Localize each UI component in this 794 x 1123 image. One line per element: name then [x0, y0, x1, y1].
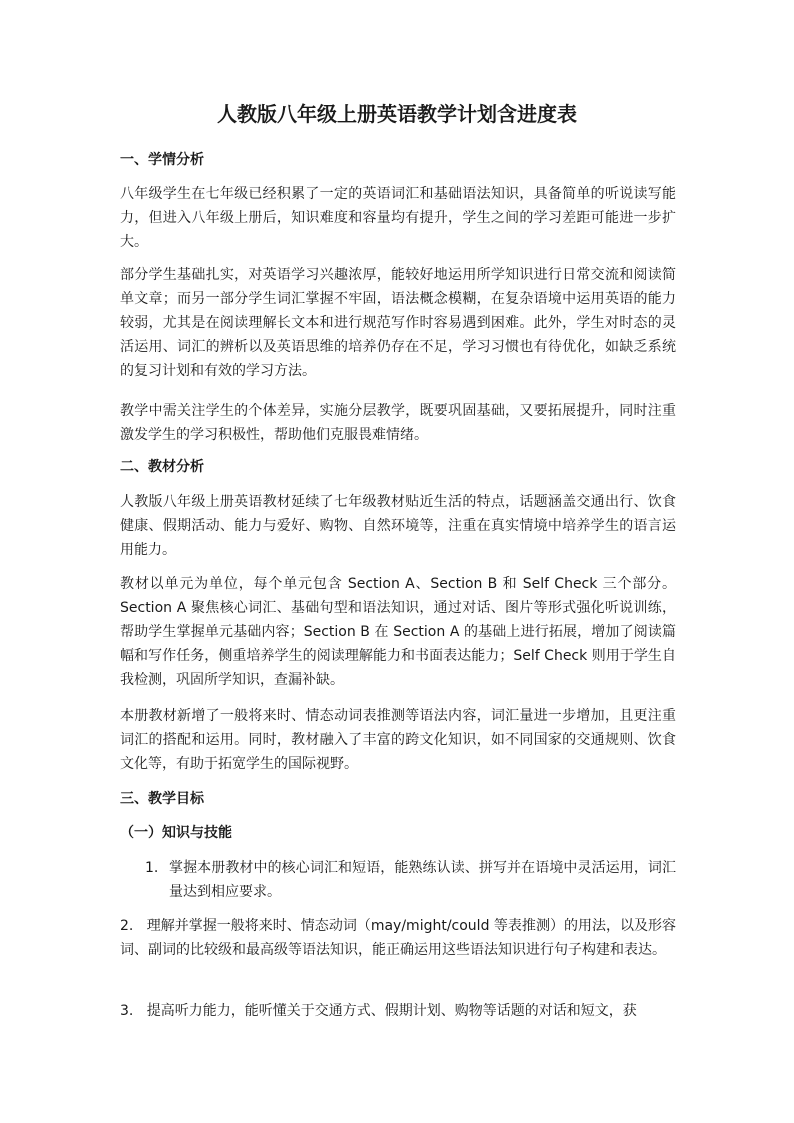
paragraph: 3. 提高听力能力，能听懂关于交通方式、假期计划、购物等话题的对话和短文，获 [120, 1003, 637, 1019]
paragraph: 八年级学生在七年级已经积累了一定的英语词汇和基础语法知识，具备简单的听说读写能力，但进入八年级上册后，知识难度和容量均有提升，学生之间的学习差距可能进一步扩大。 [120, 186, 676, 250]
paragraph: 人教版八年级上册英语教材延续了七年级教材贴近生活的特点，话题涵盖交通出行、饮食健康、假期活动、能力与爱好、购物、自然环境等，注重在真实情境中培养学生的语言运用能力。 [120, 494, 676, 558]
section-heading-learner-analysis: 一、学情分析 [120, 152, 204, 168]
paragraph: 教材以单元为单位，每个单元包含 Section A、Section B 和 Self Check 三个部分。Section A 聚焦核心词汇、基础句型和语法知识，通过对话、图片等形式强化听说训练，帮助学生掌握单元基础内容；Section B 在 Section A 的基础上进行拓展，增加了阅读篇幅和写作任务，侧重培养学生的阅读理解能力和书面表达能力；Self Check 则用于学生自我检测，巩固所学知识，查漏补缺。 [120, 576, 676, 688]
section-heading-textbook-analysis: 二、教材分析 [120, 459, 204, 475]
section-heading-teaching-goals: 三、教学目标 [120, 791, 204, 807]
list-item-number: 1. [145, 860, 159, 876]
paragraph: 2. 理解并掌握一般将来时、情态动词（may/might/could 等表推测）的用法，以及形容词、副词的比较级和最高级等语法知识，能正确运用这些语法知识进行句子构建和表达。 [120, 918, 676, 958]
paragraph: 部分学生基础扎实，对英语学习兴趣浓厚，能较好地运用所学知识进行日常交流和阅读简单文章；而另一部分学生词汇掌握不牢固，语法概念模糊，在复杂语境中运用英语的能力较弱，尤其是在阅读理解长文本和进行规范写作时容易遇到困难。此外，学生对时态的灵活运用、词汇的辨析以及英语思维的培养仍存在不足，学习习惯也有待优化，如缺乏系统的复习计划和有效的学习方法。 [120, 267, 676, 379]
paragraph: 教学中需关注学生的个体差异，实施分层教学，既要巩固基础，又要拓展提升，同时注重激发学生的学习积极性，帮助他们克服畏难情绪。 [120, 403, 676, 443]
list-item [145, 856, 676, 904]
list-item-text: 掌握本册教材中的核心词汇和短语，能熟练认读、拼写并在语境中灵活运用，词汇量达到相应要求。 [169, 860, 676, 900]
subsection-heading-knowledge-skills: （一）知识与技能 [120, 825, 232, 841]
paragraph: 本册教材新增了一般将来时、情态动词表推测等语法内容，词汇量进一步增加，且更注重词汇的搭配和运用。同时，教材融入了丰富的跨文化知识，如不同国家的交通规则、饮食文化等，有助于拓宽学生的国际视野。 [120, 708, 676, 772]
document-title: 人教版八年级上册英语教学计划含进度表 [217, 102, 577, 126]
